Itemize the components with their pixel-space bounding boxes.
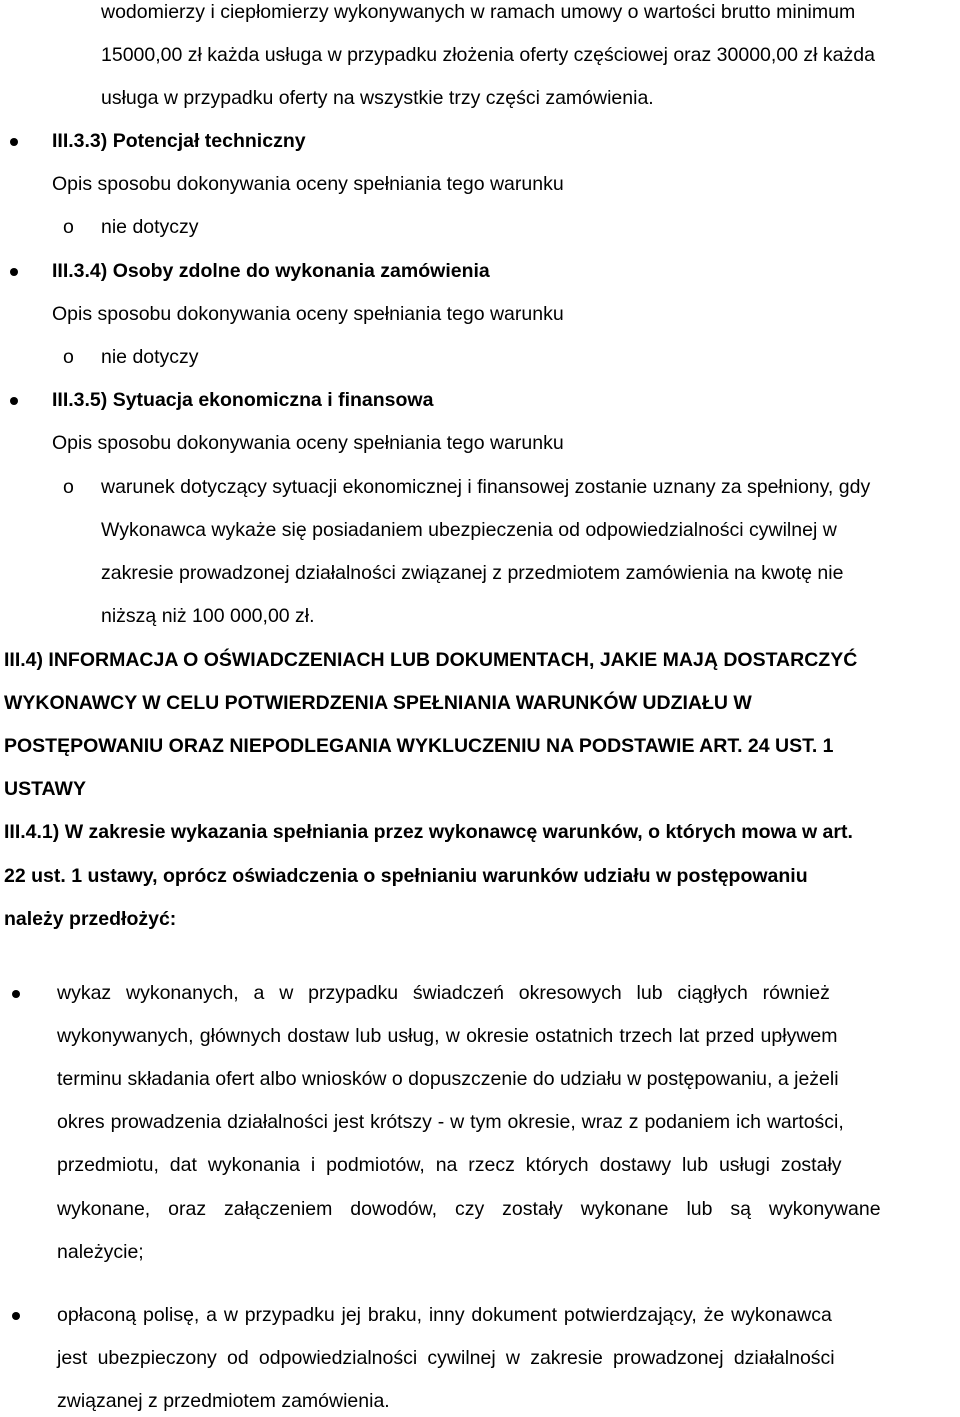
section-desc-3-4: Opis sposobu dokonywania oceny spełniania tego warunku	[52, 303, 564, 325]
sub-item-3-3: nie dotyczy	[101, 216, 199, 238]
item-2-line-2: jest ubezpieczony od odpowiedzialności cywilnej w zakresie prowadzonej działalności	[57, 1347, 835, 1369]
section-4-heading-line-2: WYKONAWCY W CELU POTWIERDZENIA SPEŁNIANIA WARUNKÓW UDZIAŁU W	[4, 692, 752, 714]
bullet-icon	[10, 397, 18, 405]
sub-item-3-4: nie dotyczy	[101, 346, 199, 368]
item-1-line-7: należycie;	[57, 1241, 144, 1263]
section-heading-3-4: III.3.4) Osoby zdolne do wykonania zamówienia	[52, 260, 490, 282]
item-1-line-3: terminu składania ofert albo wniosków o dopuszczenie do udziału w postępowaniu, a jeżeli	[57, 1068, 839, 1090]
section-4-1-heading-line-1: III.4.1) W zakresie wykazania spełniania przez wykonawcę warunków, o których mowa w art.	[4, 821, 853, 843]
bullet-icon	[12, 990, 20, 998]
circle-bullet-icon: o	[63, 476, 74, 498]
section-desc-3-3: Opis sposobu dokonywania oceny spełniania tego warunku	[52, 173, 564, 195]
section-4-1-heading-line-3: należy przedłożyć:	[4, 908, 177, 930]
section-4-heading-line-4: USTAWY	[4, 778, 86, 800]
sub-item-3-5-line-3: zakresie prowadzonej działalności związanej z przedmiotem zamówienia na kwotę nie	[101, 562, 844, 584]
item-1-line-4: okres prowadzenia działalności jest krótszy - w tym okresie, wraz z podaniem ich wartości,	[57, 1111, 844, 1133]
item-1-line-1: wykaz wykonanych, a w przypadku świadczeń okresowych lub ciągłych również	[57, 982, 830, 1004]
intro-line-3: usługa w przypadku oferty na wszystkie trzy części zamówienia.	[101, 87, 654, 109]
section-heading-3-5: III.3.5) Sytuacja ekonomiczna i finansowa	[52, 389, 434, 411]
circle-bullet-icon: o	[63, 216, 74, 238]
bullet-icon	[12, 1312, 20, 1320]
item-1-line-6: wykonane, oraz załączeniem dowodów, czy zostały wykonane lub są wykonywane	[57, 1198, 881, 1220]
circle-bullet-icon: o	[63, 346, 74, 368]
intro-line-2: 15000,00 zł każda usługa w przypadku złożenia oferty częściowej oraz 30000,00 zł każda	[101, 44, 875, 66]
section-4-1-heading-line-2: 22 ust. 1 ustawy, oprócz oświadczenia o spełnianiu warunków udziału w postępowaniu	[4, 865, 808, 887]
item-1-line-2: wykonywanych, głównych dostaw lub usług, w okresie ostatnich trzech lat przed upływem	[57, 1025, 838, 1047]
sub-item-3-5-line-2: Wykonawca wykaże się posiadaniem ubezpieczenia od odpowiedzialności cywilnej w	[101, 519, 837, 541]
item-1-line-5: przedmiotu, dat wykonania i podmiotów, na rzecz których dostawy lub usługi zostały	[57, 1154, 842, 1176]
bullet-icon	[10, 138, 18, 146]
section-4-heading-line-1: III.4) INFORMACJA O OŚWIADCZENIACH LUB DOKUMENTACH, JAKIE MAJĄ DOSTARCZYĆ	[4, 649, 858, 671]
item-2-line-3: związanej z przedmiotem zamówienia.	[57, 1390, 390, 1412]
item-2-line-1: opłaconą polisę, a w przypadku jej braku, inny dokument potwierdzający, że wykonawca	[57, 1304, 832, 1326]
intro-line-1: wodomierzy i ciepłomierzy wykonywanych w ramach umowy o wartości brutto minimum	[101, 1, 856, 23]
section-heading-3-3: III.3.3) Potencjał techniczny	[52, 130, 306, 152]
section-4-heading-line-3: POSTĘPOWANIU ORAZ NIEPODLEGANIA WYKLUCZENIU NA PODSTAWIE ART. 24 UST. 1	[4, 735, 834, 757]
bullet-icon	[10, 268, 18, 276]
sub-item-3-5-line-4: niższą niż 100 000,00 zł.	[101, 605, 315, 627]
sub-item-3-5-line-1: warunek dotyczący sytuacji ekonomicznej i finansowej zostanie uznany za spełniony, gdy	[101, 476, 871, 498]
section-desc-3-5: Opis sposobu dokonywania oceny spełniania tego warunku	[52, 432, 564, 454]
